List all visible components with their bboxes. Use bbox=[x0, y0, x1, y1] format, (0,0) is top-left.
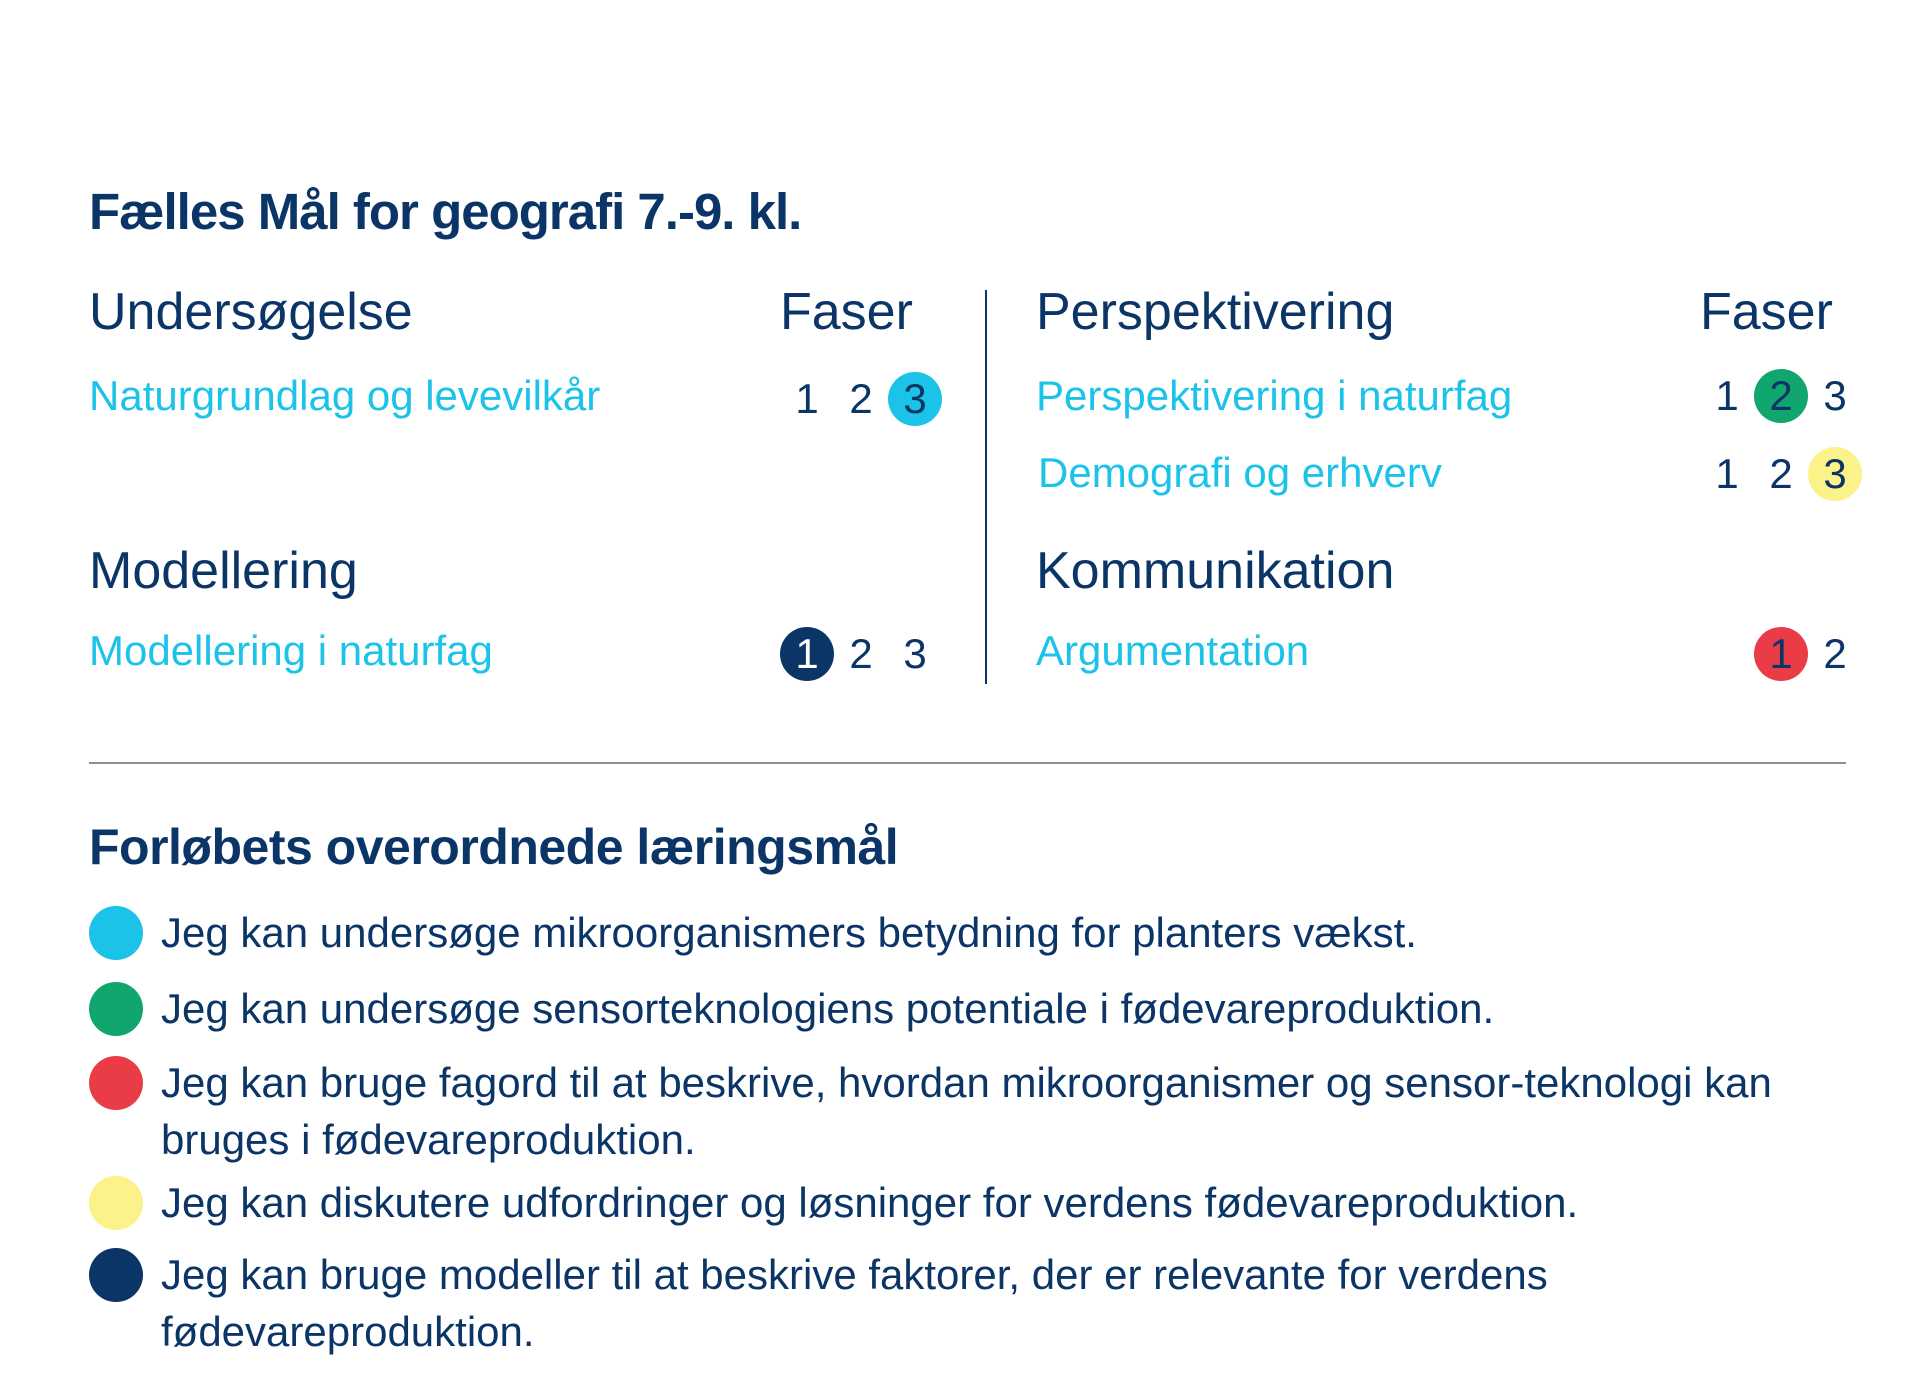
item-label-modellering-i-naturfag: Modellering i naturfag bbox=[89, 627, 493, 674]
phase-number: 2 bbox=[1769, 450, 1793, 497]
goals-title: Forløbets overordnede læringsmål bbox=[89, 819, 899, 875]
phase-group-demografi bbox=[1700, 447, 1862, 501]
column-divider bbox=[985, 290, 987, 684]
learning-goal bbox=[89, 904, 1821, 961]
phase-number: 2 bbox=[849, 630, 873, 677]
phase-number-highlighted: 2 bbox=[1754, 369, 1808, 423]
phase-number-highlighted: 3 bbox=[888, 372, 942, 426]
learning-goal-text: Jeg kan bruge fagord til at beskrive, hvordan mikroorganismer og sensor-teknologi kan bruges i fødevareproduktion. bbox=[161, 1059, 1772, 1163]
learning-goal bbox=[89, 1054, 1781, 1168]
phase-number: 3 bbox=[903, 630, 927, 677]
learning-goal bbox=[89, 1246, 1621, 1360]
item-label-naturgrundlag: Naturgrundlag og levevilkår bbox=[89, 372, 601, 419]
section-heading-undersoegelse: Undersøgelse bbox=[89, 283, 413, 341]
section-heading-kommunikation: Kommunikation bbox=[1036, 542, 1395, 600]
learning-goal-text: Jeg kan undersøge mikroorganismers betydning for planters vækst. bbox=[161, 909, 1417, 956]
phase-number-highlighted: 3 bbox=[1808, 447, 1862, 501]
item-label-perspektivering-i-naturfag: Perspektivering i naturfag bbox=[1036, 372, 1513, 419]
learning-goal bbox=[89, 980, 1821, 1037]
phase-number-highlighted: 1 bbox=[1754, 627, 1808, 681]
yellow-dot-icon bbox=[89, 1176, 143, 1230]
phase-group-modellering bbox=[780, 627, 942, 681]
phase-number: 2 bbox=[1823, 630, 1847, 677]
navy-dot-icon bbox=[89, 1248, 143, 1302]
phase-group-perspektivering bbox=[1700, 369, 1862, 423]
section-divider bbox=[89, 762, 1846, 764]
learning-goal bbox=[89, 1174, 1821, 1231]
faser-heading-left: Faser bbox=[780, 283, 913, 341]
phase-group-naturgrundlag bbox=[780, 372, 942, 426]
item-label-argumentation: Argumentation bbox=[1036, 627, 1310, 674]
cyan-dot-icon bbox=[89, 906, 143, 960]
phase-number: 1 bbox=[795, 375, 819, 422]
phase-number: 3 bbox=[1823, 372, 1847, 419]
section-heading-perspektivering: Perspektivering bbox=[1036, 283, 1395, 341]
phase-number: 1 bbox=[1715, 450, 1739, 497]
learning-goal-text: Jeg kan undersøge sensorteknologiens potentiale i fødevareproduktion. bbox=[161, 985, 1495, 1032]
green-dot-icon bbox=[89, 982, 143, 1036]
phase-number: 2 bbox=[849, 375, 873, 422]
phase-number: 1 bbox=[1715, 372, 1739, 419]
learning-goal-text: Jeg kan bruge modeller til at beskrive faktorer, der er relevante for verdens fødevareproduktion. bbox=[161, 1251, 1548, 1355]
red-dot-icon bbox=[89, 1056, 143, 1110]
item-label-demografi-og-erhverv: Demografi og erhverv bbox=[1038, 449, 1442, 496]
learning-goal-text: Jeg kan diskutere udfordringer og løsninger for verdens fødevareproduktion. bbox=[161, 1179, 1579, 1226]
phase-group-argumentation bbox=[1754, 627, 1862, 681]
page-title: Fælles Mål for geografi 7.-9. kl. bbox=[89, 183, 802, 240]
faser-heading-right: Faser bbox=[1700, 283, 1833, 341]
phase-number-highlighted: 1 bbox=[780, 627, 834, 681]
section-heading-modellering: Modellering bbox=[89, 542, 358, 600]
